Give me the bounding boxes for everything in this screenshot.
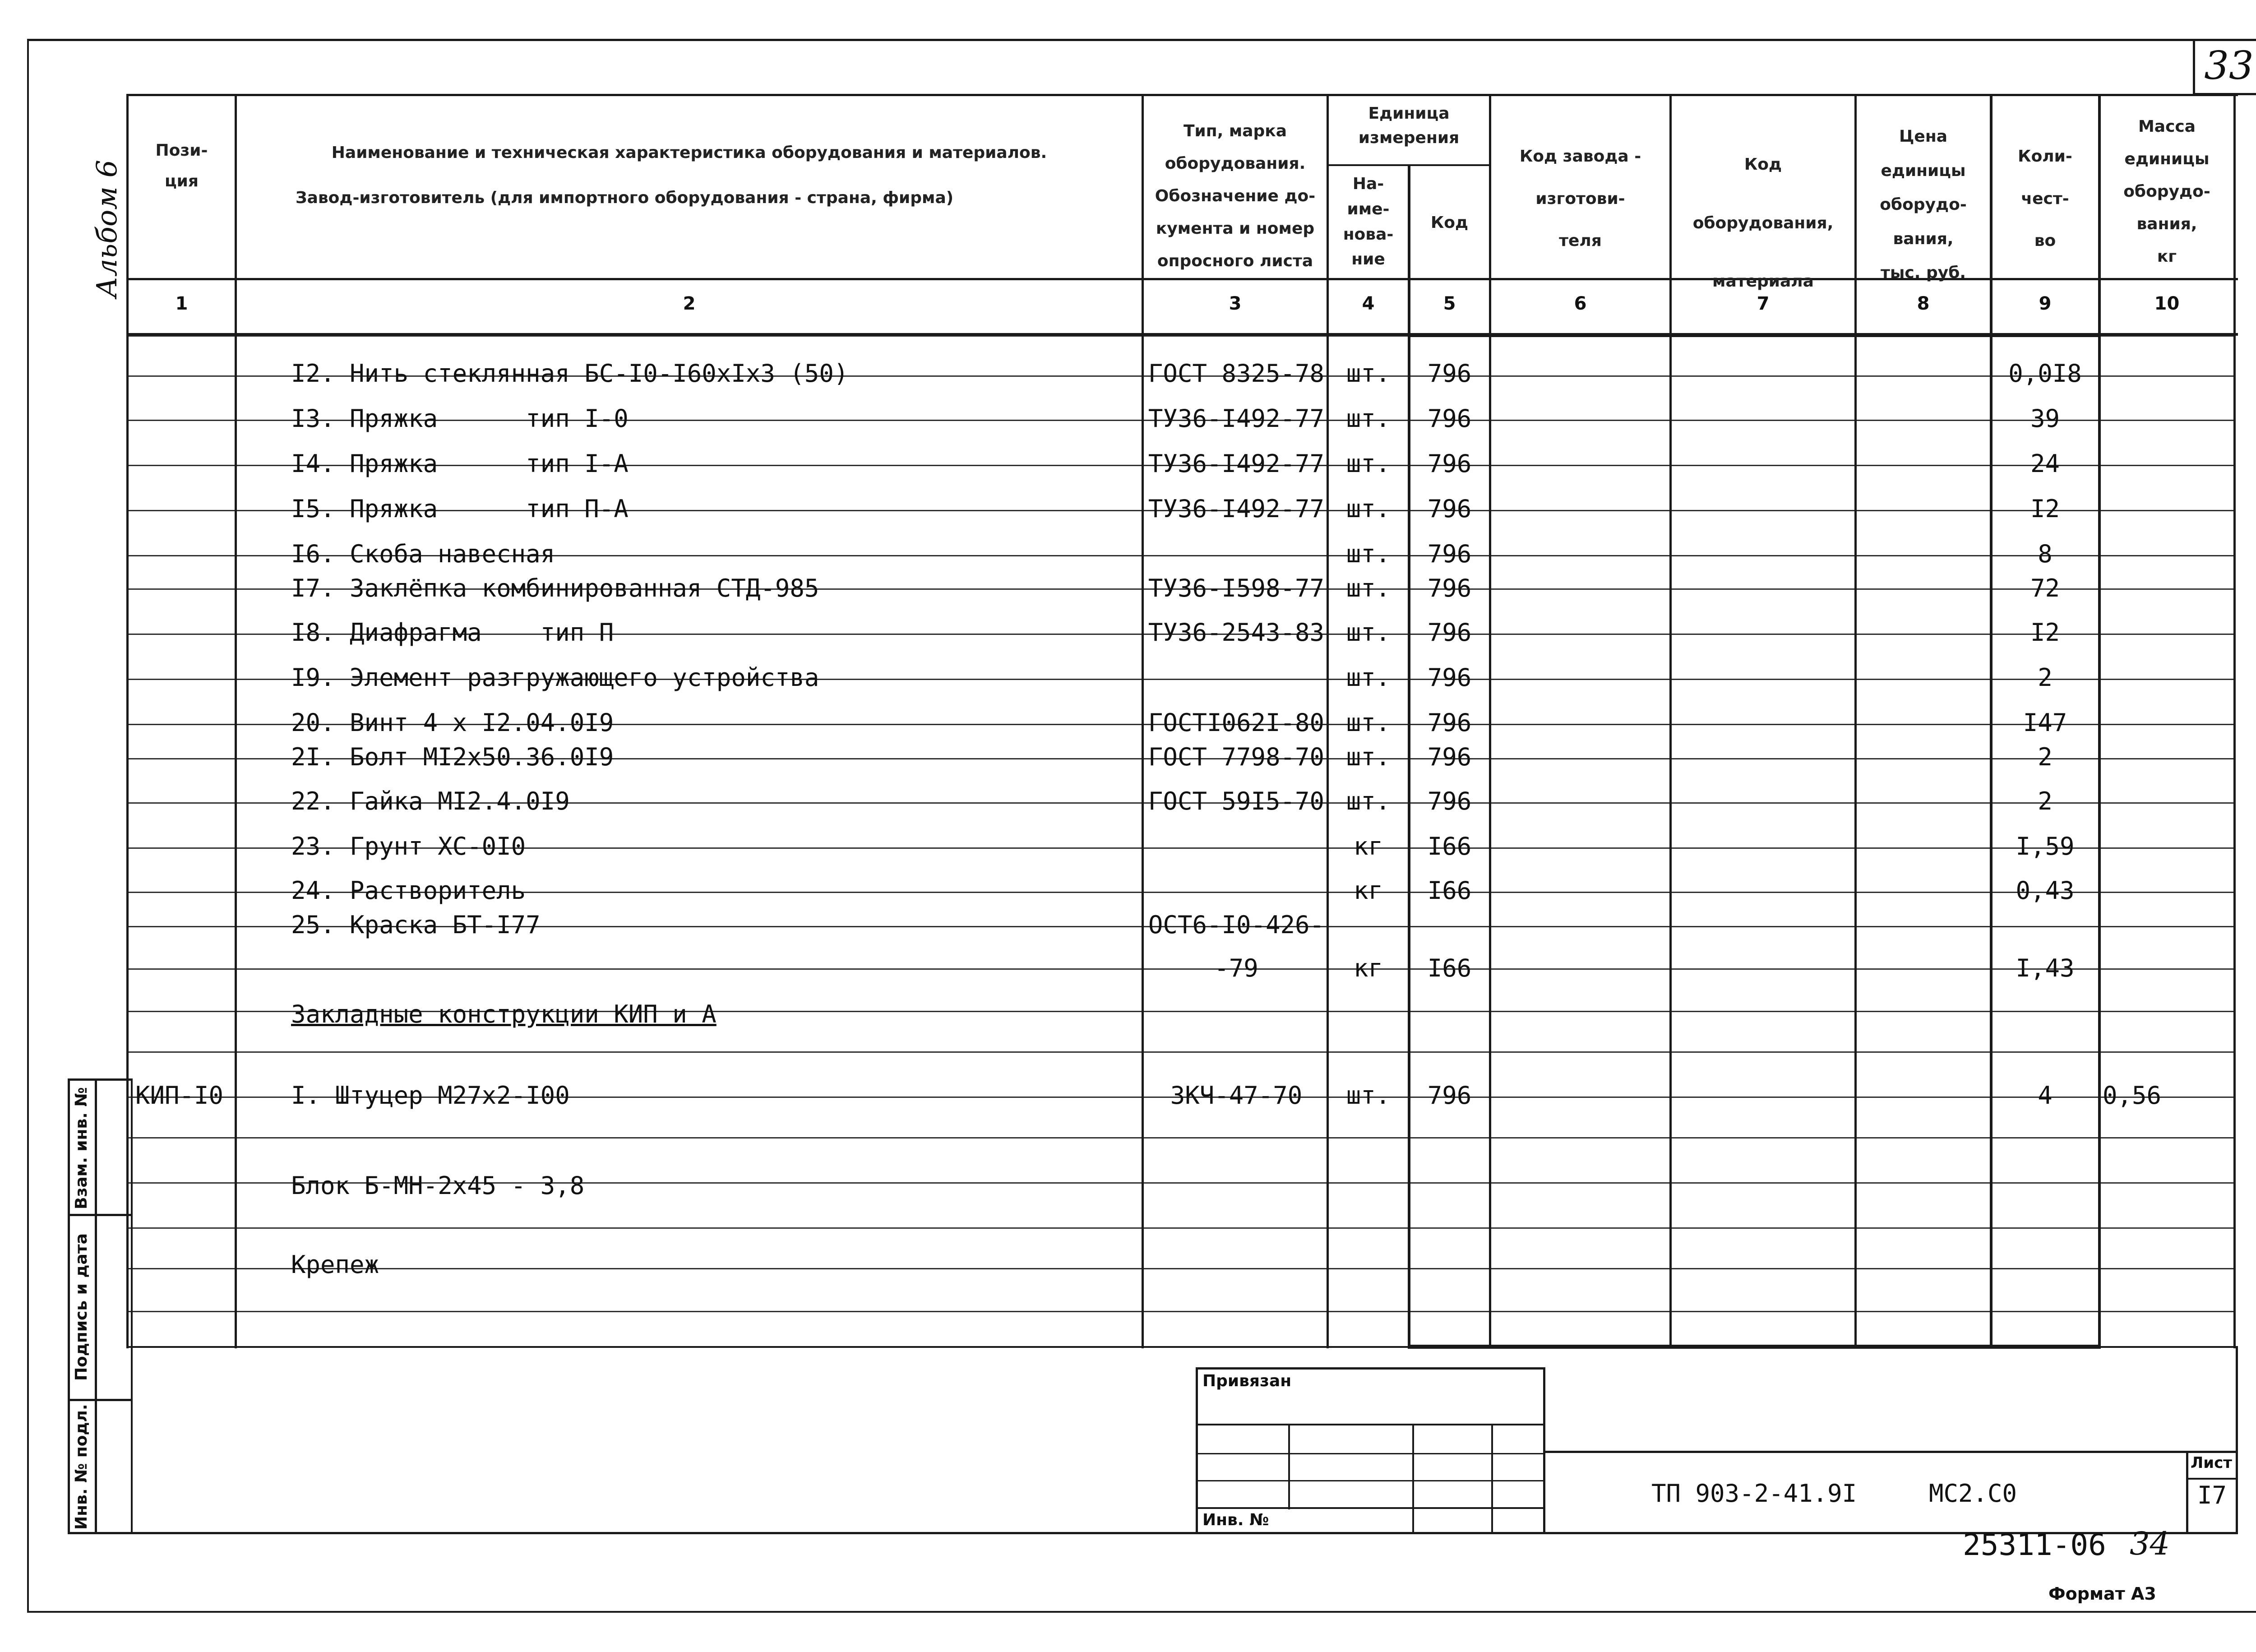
cell-qty: I,43: [2016, 954, 2075, 982]
doc-mark: МС2.С0: [1929, 1479, 2017, 1508]
cell-code: 796: [1427, 495, 1472, 523]
cell-qty: 2: [2038, 787, 2053, 815]
cell-doc: -79: [1214, 954, 1258, 982]
side-label-podpis: Подпись и дата: [72, 1233, 91, 1381]
stamp-right: [2236, 1346, 2238, 1534]
cell-qty: I,59: [2016, 832, 2075, 861]
hdr-mass: Масса единицы оборудо- вания, кг: [2123, 117, 2210, 266]
stamp-bottom: [131, 1532, 2238, 1534]
cell-name: 23. Грунт ХС-0I0: [291, 832, 526, 861]
cell-name: I. Штуцер М27х2-I00: [291, 1081, 570, 1110]
list-value: I7: [2197, 1481, 2227, 1509]
cell-name: I2. Нить стеклянная БС-I0-I60хIх3 (50): [291, 359, 849, 388]
privyazan-v2: [1412, 1424, 1414, 1534]
inv-no-label: Инв. №: [1202, 1511, 1269, 1529]
cell-unit: шт.: [1346, 359, 1391, 388]
cell-qty: I47: [2023, 708, 2067, 737]
cell-qty: 72: [2030, 574, 2060, 602]
cell-doc: ТУ36-I492-77: [1148, 449, 1325, 478]
cell-qty: 8: [2038, 540, 2053, 568]
hdr-position: Пози- ция: [155, 141, 208, 191]
side-label-inv: Инв. № подл.: [72, 1404, 91, 1530]
cell-unit: шт.: [1346, 404, 1391, 433]
stamp-area-top: [131, 1346, 2238, 1348]
row-separator: [129, 1227, 2236, 1229]
cell-code: 796: [1427, 359, 1472, 388]
cell-unit: кг: [1353, 876, 1383, 905]
cell-qty: 2: [2038, 743, 2053, 771]
col-line-1: [235, 94, 237, 1348]
cell-code: 796: [1427, 574, 1472, 602]
colnum-4: 4: [1362, 293, 1375, 314]
cell-code: 796: [1427, 618, 1472, 647]
cell-name: Закладные конструкции КИП и А: [291, 1000, 717, 1028]
table-top: [126, 94, 2238, 96]
cell-code: I66: [1427, 832, 1472, 861]
cell-code: 796: [1427, 708, 1472, 737]
side-div-1: [68, 1214, 131, 1216]
hdr-factory-code: Код завода - изготови- теля: [1519, 147, 1641, 250]
cell-name: 24. Растворитель: [291, 876, 526, 905]
cell-name: 20. Винт 4 х I2.04.0I9: [291, 708, 614, 737]
cell-qty: 0,0I8: [2008, 359, 2082, 388]
cell-qty: I2: [2030, 495, 2060, 523]
sheet-box-left: [2193, 39, 2195, 95]
cell-name: Крепеж: [291, 1250, 379, 1279]
colnum-7: 7: [1757, 293, 1770, 314]
cell-code: 796: [1427, 1081, 1472, 1110]
col-line-2: [1142, 94, 1144, 1348]
colnum-9: 9: [2039, 293, 2052, 314]
cell-unit: шт.: [1346, 495, 1391, 523]
colnum-10: 10: [2154, 293, 2180, 314]
format-label: Формат А3: [2048, 1584, 2156, 1604]
colnum-2: 2: [683, 293, 696, 314]
hdr-price: Цена единицы оборудо- вания, тыс. руб.: [1880, 127, 1967, 282]
cell-unit: шт.: [1346, 743, 1391, 771]
cell-doc: ОСТ6-I0-426-: [1148, 911, 1325, 939]
cell-unit: шт.: [1346, 618, 1391, 647]
hdr-name-line1: Наименование и техническая характеристика оборудования и материалов.: [331, 143, 1047, 162]
side-frame-top: [68, 1078, 131, 1081]
cell-qty: I2: [2030, 618, 2060, 647]
cell-code: 796: [1427, 787, 1472, 815]
cell-name: I8. Диафрагма тип П: [291, 618, 614, 647]
doc-block-top: [1543, 1451, 2238, 1453]
cell-mass: 0,56: [2103, 1081, 2162, 1110]
cell-name: I9. Элемент разгружающего устройства: [291, 663, 819, 692]
cell-code: I66: [1427, 954, 1472, 982]
side-frame-right: [95, 1078, 97, 1534]
cell-name: I7. Заклёпка комбинированная СТД-985: [291, 574, 819, 602]
privyazan-top: [1196, 1367, 1543, 1370]
cell-unit: кг: [1353, 954, 1383, 982]
col-line-0: [126, 94, 129, 1348]
side-frame-right2: [131, 1078, 133, 1534]
cell-name: 22. Гайка МI2.4.0I9: [291, 787, 570, 815]
cell-unit: шт.: [1346, 540, 1391, 568]
cell-doc: ТУ36-I492-77: [1148, 495, 1325, 523]
cell-doc: ЗКЧ-47-70: [1170, 1081, 1303, 1110]
col-line-5: [1489, 94, 1491, 1348]
cell-code: 796: [1427, 449, 1472, 478]
side-label-vzam: Взам. инв. №: [72, 1087, 91, 1209]
hdr-unit: Единица измерения: [1358, 104, 1460, 147]
colnum-6: 6: [1574, 293, 1587, 314]
hdr-unit-code: Код: [1430, 213, 1469, 232]
cell-qty: 24: [2030, 449, 2060, 478]
col-line-9: [2098, 94, 2101, 1348]
cell-pos: КИП-I0: [135, 1081, 224, 1110]
left-border: [27, 39, 29, 1613]
cell-unit: шт.: [1346, 663, 1391, 692]
privyazan-v1: [1288, 1424, 1290, 1509]
colnum-8: 8: [1917, 293, 1930, 314]
bottom-code: 25311-06: [1963, 1527, 2106, 1562]
cell-unit: шт.: [1346, 574, 1391, 602]
hdr-name-line2: Завод-изготовитель (для импортного оборудования - страна, фирма): [296, 189, 954, 207]
cell-unit: шт.: [1346, 708, 1391, 737]
cell-code: 796: [1427, 663, 1472, 692]
col-line-10: [2233, 94, 2236, 1348]
cell-qty: 39: [2030, 404, 2060, 433]
cell-doc: ГОСТ 59I5-70: [1148, 787, 1325, 815]
cell-code: 796: [1427, 743, 1472, 771]
row-separator: [129, 335, 2236, 337]
cell-unit: шт.: [1346, 787, 1391, 815]
cell-qty: 0,43: [2016, 876, 2075, 905]
cell-code: I66: [1427, 876, 1472, 905]
hdr-quantity: Коли- чест- во: [2018, 147, 2072, 250]
cell-doc: ГОСТ 7798-70: [1148, 743, 1325, 771]
album-label: Альбом 6: [90, 160, 123, 298]
row-separator: [129, 1137, 2236, 1138]
cell-doc: ТУ36-I598-77: [1148, 574, 1325, 602]
cell-doc: ТУ36-2543-83: [1148, 618, 1325, 647]
colnum-3: 3: [1229, 293, 1242, 314]
doc-code-text: ТП 903-2-41.9I: [1651, 1479, 1857, 1508]
bottom-border: [27, 1611, 2256, 1613]
cell-name: 25. Краска БТ-I77: [291, 911, 541, 939]
side-frame-bottom: [68, 1532, 131, 1534]
cell-name: 2I. Болт МI2х50.36.0I9: [291, 743, 614, 771]
row-separator: [129, 1311, 2236, 1312]
cell-qty: 2: [2038, 663, 2053, 692]
cell-doc: ГОСТ 8325-78: [1148, 359, 1325, 388]
hdr-equipment-code: Код оборудования, материала: [1692, 155, 1834, 291]
cell-unit: кг: [1353, 832, 1383, 861]
side-div-2: [68, 1399, 131, 1401]
privyazan-v3: [1491, 1424, 1493, 1534]
side-frame-left: [68, 1078, 70, 1534]
cell-code: 796: [1427, 404, 1472, 433]
hdr-type: Тип, марка оборудования. Обозначение до- кумента и номер опросного листа: [1155, 122, 1316, 270]
cell-name: I6. Скоба навесная: [291, 540, 555, 568]
sheet-number-top: 33: [2204, 43, 2254, 88]
hdr-unit-name: На- име- нова- ние: [1343, 175, 1394, 269]
cell-name: I4. Пряжка тип I-А: [291, 449, 629, 478]
cell-name: I3. Пряжка тип I-0: [291, 404, 629, 433]
cell-doc: ГОСТI062I-80: [1148, 708, 1325, 737]
list-label: Лист: [2191, 1454, 2232, 1472]
cell-code: 796: [1427, 540, 1472, 568]
row-separator: [129, 1051, 2236, 1053]
doc-code: [1651, 1479, 1857, 1508]
colnum-5: 5: [1443, 293, 1456, 314]
cell-name: I5. Пряжка тип П-А: [291, 495, 629, 523]
list-box-mid: [2186, 1478, 2238, 1480]
privyazan-label: Привязан: [1202, 1372, 1292, 1390]
cell-unit: шт.: [1346, 449, 1391, 478]
cell-name: Блок Б-МН-2х45 - 3,8: [291, 1171, 585, 1200]
cell-qty: 4: [2038, 1081, 2053, 1110]
cell-doc: ТУ36-I492-77: [1148, 404, 1325, 433]
bottom-page: 34: [2130, 1525, 2170, 1562]
colnum-1: 1: [175, 293, 188, 314]
top-border: [27, 39, 2256, 41]
cell-unit: шт.: [1346, 1081, 1391, 1110]
privyazan-left: [1196, 1367, 1198, 1534]
